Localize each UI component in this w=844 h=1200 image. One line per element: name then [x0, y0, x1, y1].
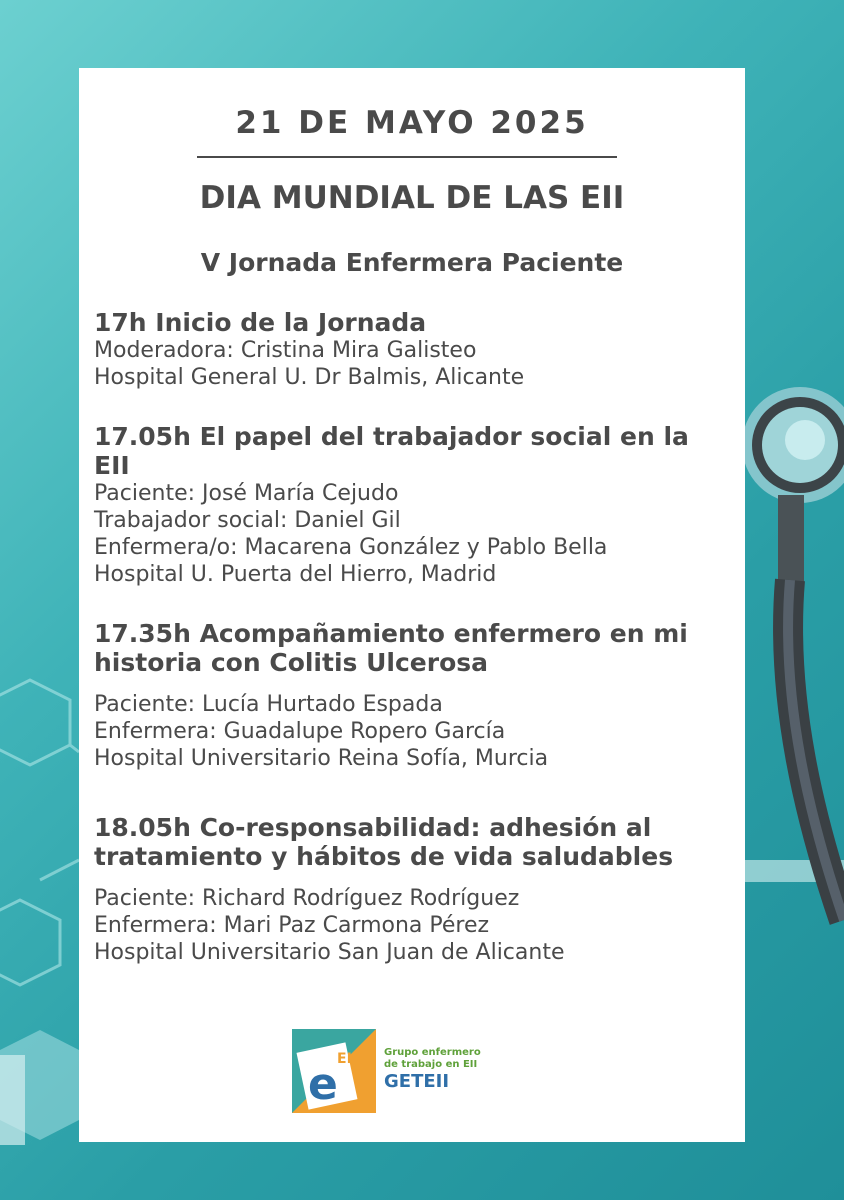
session-title: 17.05h El papel del trabajador social en la EII [94, 422, 689, 480]
logo-mark-letter: e [308, 1059, 338, 1110]
logo-line-1: Grupo enfermero [384, 1047, 481, 1058]
session-line: Enfermera/o: Macarena González y Pablo Bella [94, 535, 608, 560]
geteii-logo [292, 1029, 492, 1113]
session-line: Moderadora: Cristina Mira Galisteo [94, 338, 477, 363]
logo-name: GETEII [384, 1071, 450, 1092]
session-line: Enfermera: Mari Paz Carmona Pérez [94, 913, 490, 938]
session-line: Paciente: Richard Rodríguez Rodríguez [94, 886, 520, 911]
session-title: 17h Inicio de la Jornada [94, 308, 427, 337]
session-title: 17.35h Acompañamiento enfermero en mi historia con Colitis Ulcerosa [94, 619, 688, 677]
session-line: Enfermera: Guadalupe Ropero García [94, 719, 506, 744]
session-line: Hospital Universitario Reina Sofía, Murcia [94, 746, 549, 771]
session-1 [94, 308, 724, 391]
session-4 [94, 813, 724, 966]
logo-line-2: de trabajo en EII [384, 1059, 478, 1070]
session-line: Trabajador social: Daniel Gil [94, 508, 401, 533]
session-line: Paciente: José María Cejudo [94, 481, 399, 506]
session-line: Hospital U. Puerta del Hierro, Madrid [94, 562, 497, 587]
title-divider [197, 156, 617, 158]
logo-mark-small: EII [337, 1051, 357, 1067]
session-3 [94, 619, 724, 772]
session-2 [94, 422, 724, 588]
geteii-logo-mark [292, 1029, 376, 1113]
stethoscope-icon [742, 387, 844, 920]
session-title: 18.05h Co-responsabilidad: adhesión al tratamiento y hábitos de vida saludables [94, 813, 674, 871]
session-line: Paciente: Lucía Hurtado Espada [94, 692, 443, 717]
event-subtitle: V Jornada Enfermera Paciente [200, 248, 624, 277]
event-date: 21 DE MAYO 2025 [235, 105, 589, 141]
logo-text [384, 1047, 481, 1093]
event-title: DIA MUNDIAL DE LAS EII [199, 180, 625, 216]
session-line: Hospital General U. Dr Balmis, Alicante [94, 365, 525, 390]
session-line: Hospital Universitario San Juan de Alicante [94, 940, 565, 965]
agenda-card [79, 68, 745, 1142]
